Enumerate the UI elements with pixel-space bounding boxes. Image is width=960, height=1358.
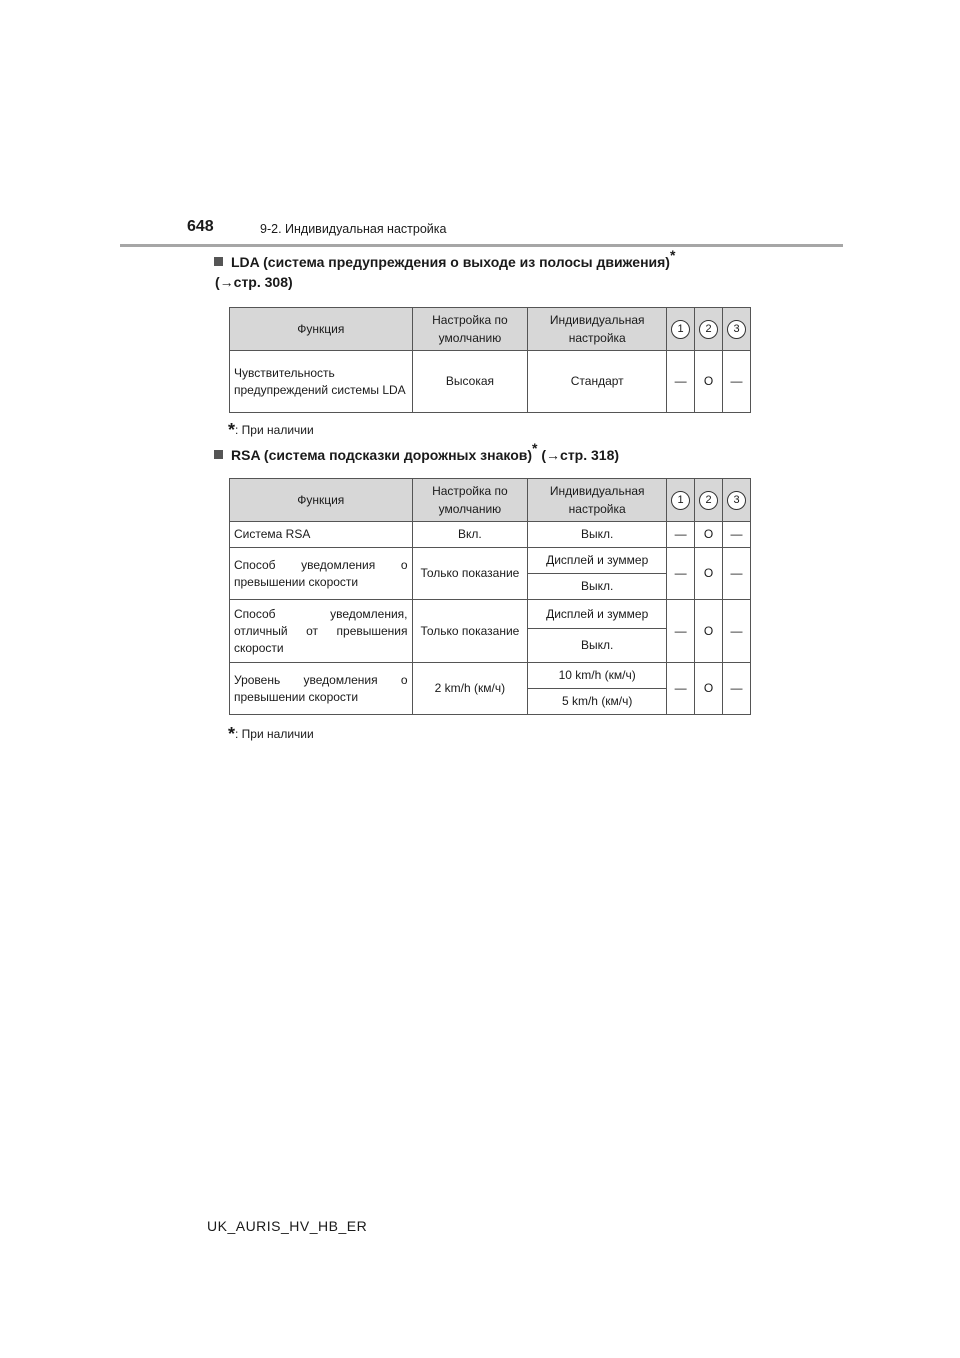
col-mark-1 (667, 308, 695, 351)
circled-2-icon: 2 (699, 320, 718, 339)
lda-heading-star: * (669, 247, 676, 264)
cell-custom: 5 km/h (км/ч) (528, 689, 667, 715)
cell-mark-1: — (667, 522, 695, 548)
circled-2-icon: 2 (699, 491, 718, 510)
cell-mark-3: — (723, 548, 751, 600)
cell-default: Только показание (412, 600, 528, 663)
section-title: 9-2. Индивидуальная настройка (260, 222, 447, 236)
col-custom: Индивидуальная настройка (528, 308, 667, 351)
cell-mark-1: — (667, 351, 695, 413)
rsa-table-header (230, 479, 751, 522)
footnote-star: * (228, 420, 236, 440)
cell-mark-1: — (667, 600, 695, 663)
cell-mark-2: O (695, 600, 723, 663)
cell-function: Способ уведомления о превышении скорости (230, 548, 413, 600)
cell-function: Способ уведомления, отличный от превышения скорости (230, 600, 413, 663)
col-default: Настройка по умолчанию (412, 479, 528, 522)
rsa-heading-text: RSA (система подсказки дорожных знаков) (231, 447, 533, 463)
cell-mark-3: — (723, 600, 751, 663)
cell-mark-3: — (723, 351, 751, 413)
circled-3-icon: 3 (727, 320, 746, 339)
lda-table-header (230, 308, 751, 351)
rsa-heading-star: * (532, 440, 538, 457)
footnote-text: : При наличии (235, 423, 314, 437)
lda-footnote (228, 420, 314, 441)
lda-heading-text: LDA (система предупреждения о выходе из полосы движения) (231, 254, 670, 270)
table-row (230, 522, 751, 548)
page-number: 648 (187, 218, 214, 235)
lda-heading (214, 247, 676, 292)
cell-default: Вкл. (412, 522, 528, 548)
col-mark-1 (667, 479, 695, 522)
cell-custom: Дисплей и зуммер (528, 600, 667, 629)
cell-mark-2: O (695, 548, 723, 600)
cell-custom: Стандарт (528, 351, 667, 413)
footnote-text: : При наличии (235, 727, 314, 741)
footnote-star: * (228, 724, 236, 744)
cell-custom: 10 km/h (км/ч) (528, 663, 667, 689)
table-row (230, 663, 751, 689)
document-code: UK_AURIS_HV_HB_ER (207, 1218, 368, 1234)
col-default: Настройка по умолчанию (412, 308, 528, 351)
cell-function: Система RSA (230, 522, 413, 548)
cell-function: Чувствительность предупреждений системы LDA (230, 351, 413, 413)
table-row (230, 600, 751, 629)
square-bullet-icon (214, 257, 223, 266)
col-mark-2 (695, 479, 723, 522)
table-row (230, 548, 751, 574)
cell-default: 2 km/h (км/ч) (412, 663, 528, 715)
rsa-table (229, 478, 751, 715)
rsa-footnote (228, 724, 314, 745)
header-rule (120, 244, 843, 247)
cell-mark-2: O (695, 522, 723, 548)
col-mark-2 (695, 308, 723, 351)
lda-table (229, 307, 751, 413)
cell-mark-3: — (723, 663, 751, 715)
cell-mark-1: — (667, 663, 695, 715)
rsa-heading (214, 440, 620, 465)
cell-custom: Выкл. (528, 574, 667, 600)
cell-custom: Выкл. (528, 629, 667, 663)
cell-mark-2: O (695, 351, 723, 413)
cell-custom: Выкл. (528, 522, 667, 548)
cell-default: Только показание (412, 548, 528, 600)
circled-3-icon: 3 (727, 491, 746, 510)
col-function: Функция (230, 308, 413, 351)
col-custom: Индивидуальная настройка (528, 479, 667, 522)
circled-1-icon: 1 (671, 491, 690, 510)
cell-custom: Дисплей и зуммер (528, 548, 667, 574)
cell-function: Уровень уведомления о превышении скорости (230, 663, 413, 715)
circled-1-icon: 1 (671, 320, 690, 339)
cell-default: Высокая (412, 351, 528, 413)
lda-heading-ref: (→стр. 308) (215, 274, 293, 290)
table-row (230, 351, 751, 413)
cell-mark-3: — (723, 522, 751, 548)
col-mark-3 (723, 479, 751, 522)
cell-mark-2: O (695, 663, 723, 715)
square-bullet-icon (214, 450, 223, 459)
col-function: Функция (230, 479, 413, 522)
cell-mark-1: — (667, 548, 695, 600)
rsa-heading-ref: (→стр. 318) (537, 447, 620, 463)
col-mark-3 (723, 308, 751, 351)
